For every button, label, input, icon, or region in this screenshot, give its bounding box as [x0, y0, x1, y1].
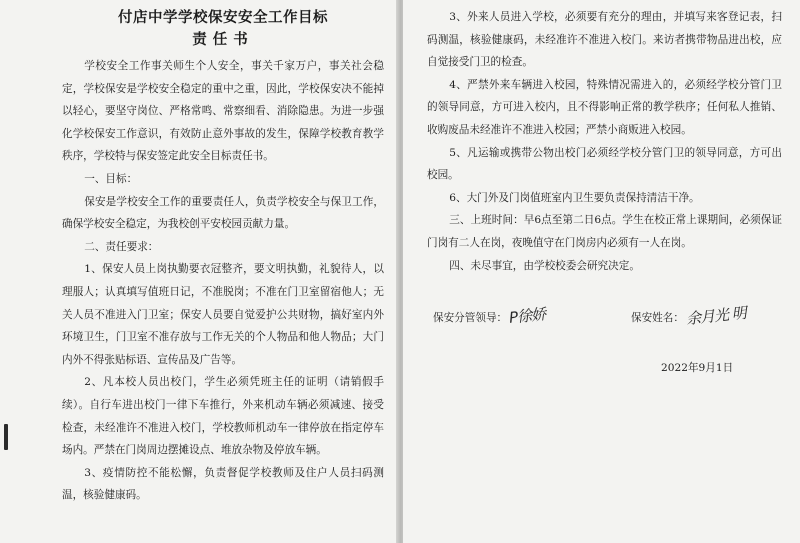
intro-paragraph: 学校安全工作事关师生个人安全，事关千家万户，事关社会稳定，学校保安是学校安全稳定的重中之重，因此，学校保安决不能掉以轻心，要坚守岗位、严格常鸣、常察细看、消除隐患。为进一步强化学校保安工作意识，有效防止意外事故的发生，保障学校教育教学秩序，学校特与保安签定此安全目标责任书。 [62, 60, 384, 163]
leader-signature-label: 保安分管领导： [433, 312, 508, 325]
requirement-item-1: 1、保安人员上岗执勤要衣冠整齐，要文明执勤，礼貌待人，以理服人；认真填写值班日记，不准脱岗；不准在门卫室留宿他人；无关人员不准进入门卫室；保安人员要自觉爱护公共财物，搞好室内外环境卫生，门卫室不准存放与工作无关的个人物品和他人物品；大门内外不得张贴标语、宣传品及广告等。 [62, 263, 384, 366]
rule-item-6: 6、大门外及门岗值班室内卫生要负责保持清洁干净。 [449, 191, 700, 204]
section-heading-requirements: 二、责任要求： [84, 240, 159, 253]
binding-clip [4, 424, 8, 450]
leader-signature-block [433, 305, 545, 326]
leader-signature-handwritten: P徐娇 [508, 305, 547, 327]
document-date: 2022年9月1日 [661, 362, 734, 374]
requirement-item-3: 3、疫情防控不能松懈，负责督促学校教师及住户人员扫码测温，核验健康码。 [62, 466, 384, 502]
closing-paragraph: 四、未尽事宜，由学校校委会研究决定。 [449, 259, 640, 272]
right-page [403, 0, 800, 543]
guard-signature-handwritten: 余月光 明 [685, 304, 747, 329]
requirement-item-2: 2、凡本校人员出校门，学生必须凭班主任的证明（请销假手续）。自行车进出校门一律下车推行，外来机动车辆必须减速、接受检查，未经准许不准进入校门，学校教师机动车一律停放在指定停车场内。严禁在门岗周边摆摊设点、堆放杂物及停放车辆。 [62, 376, 384, 457]
rule-item-5: 5、凡运输或携带公物出校门必须经学校分管门卫的领导同意，方可出校园。 [427, 146, 782, 182]
guard-signature-block [631, 304, 747, 329]
signature-row [427, 293, 782, 339]
working-hours-paragraph: 三、上班时间：早6点至第二日6点。学生在校正常上课期间，必须保证门岗有二人在岗，夜晚值守在门岗房内必须有一人在岗。 [427, 214, 782, 249]
rule-item-4: 4、严禁外来车辆进入校园，特殊情况需进入的，必须经学校分管门卫的领导同意，方可进入校内，且不得影响正常的教学秩序；任何私人推销、收购废品未经准许不准进入校园；严禁小商贩进入校园。 [427, 78, 782, 136]
goal-paragraph: 保安是学校安全工作的重要责任人，负责学校安全与保卫工作，确保学校安全稳定，为我校创平安校园贡献力量。 [62, 195, 384, 231]
document-subtitle: 责任书 [192, 31, 254, 48]
section-heading-goal: 一、目标： [84, 172, 138, 185]
rule-item-3: 3、外来人员进入学校，必须要有充分的理由，并填写来客登记表，扫码测温，核验健康码，未经准许不准进入校门。来访者携带物品进出校，应自觉接受门卫的检查。 [427, 11, 782, 69]
guard-signature-label: 保安姓名： [631, 312, 684, 325]
document-title: 付店中学学校保安安全工作目标 [118, 9, 328, 26]
